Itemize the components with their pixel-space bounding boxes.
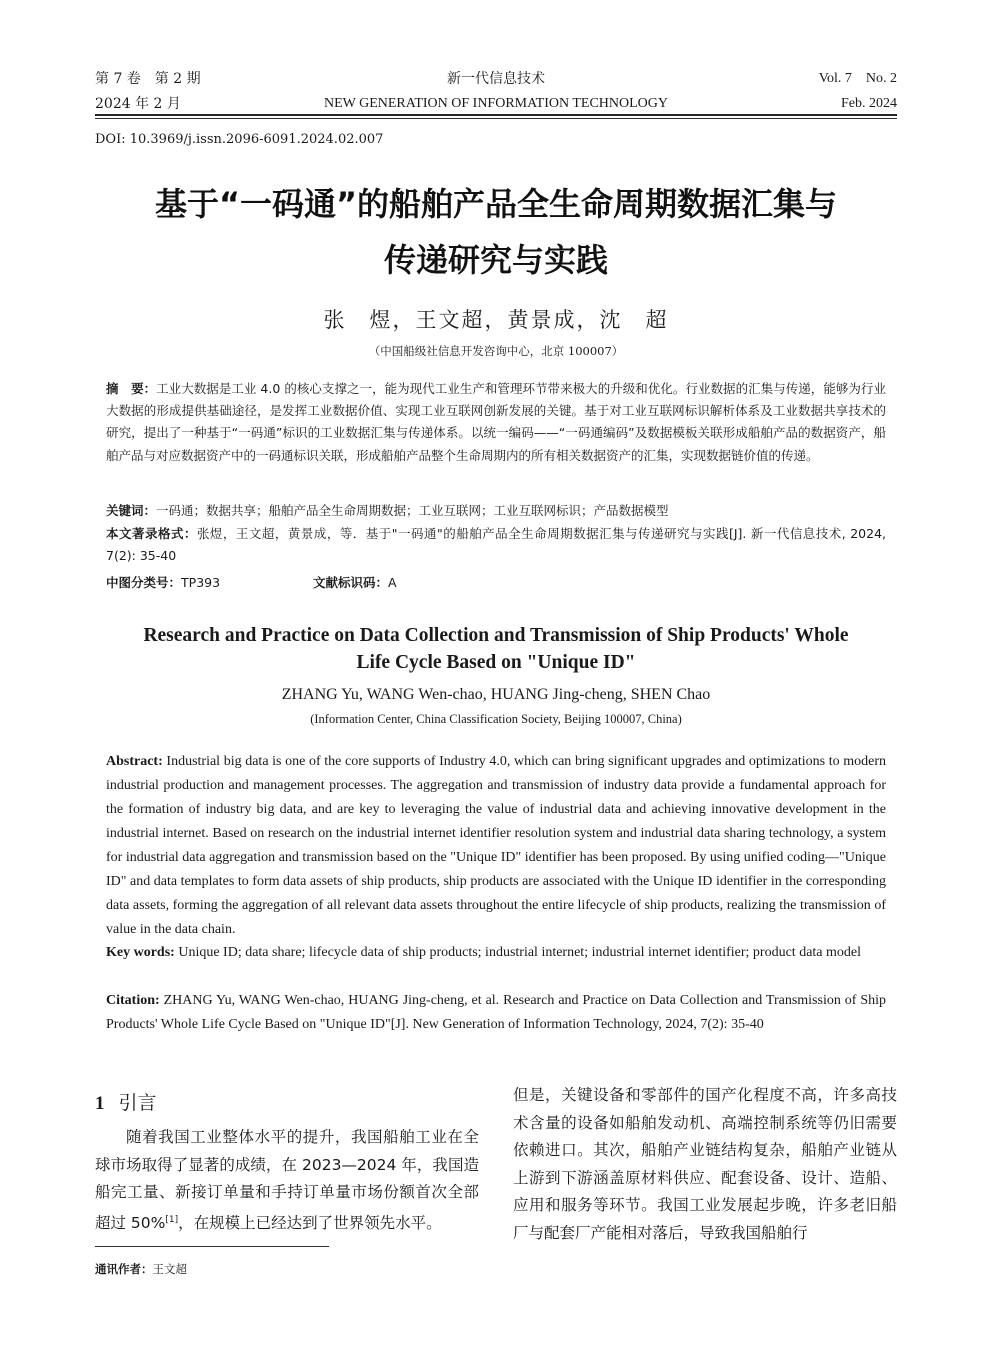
clc-number [106,572,220,594]
abstract-cn [106,378,886,467]
body-column-left [95,1124,479,1238]
body-left-text-b: ，在规模上已经达到了世界领先水平。 [178,1213,442,1232]
keywords-en-label: Key words: [106,945,175,960]
citation-cn-text: 张煜，王文超，黄景成，等．基于"一码通"的船舶产品全生命周期数据汇集与传递研究与实践[J]. 新一代信息技术, 2024, 7(2): 35-40 [106,526,886,564]
article-title-en [90,622,902,676]
doc-code-value: A [388,575,397,590]
corresponding-author-note [95,1261,187,1277]
citation-cn [106,523,886,567]
affiliation-cn: （中国船级社信息开发咨询中心，北京 100007） [368,344,624,358]
keywords-cn-text: 一码通；数据共享；船舶产品全生命周期数据；工业互联网；工业互联网标识；产品数据模型 [156,503,669,518]
header-date-en: Feb. 2024 [841,96,897,111]
title-cn-line-1: 基于“一码通”的船舶产品全生命周期数据汇集与 [154,185,838,223]
title-en-line-1: Research and Practice on Data Collection and Transmission of Ship Products' Whole [143,625,849,646]
footnote-rule [95,1246,329,1247]
title-en-line-2: Life Cycle Based on "Unique ID" [356,652,636,673]
section-title: 引言 [118,1092,157,1114]
affiliation-en: (Information Center, China Classification Society, Beijing 100007, China) [310,712,682,726]
header-journal-cn: 新一代信息技术 [447,71,545,87]
clc-label: 中图分类号： [106,575,182,590]
citation-en [106,989,886,1037]
authors-en: ZHANG Yu, WANG Wen-chao, HUANG Jing-cheng, SHEN Chao [281,686,711,703]
section-number: 1 [95,1093,105,1114]
citation-ref: [1] [165,1214,179,1225]
header-date-cn: 2024 年 2 月 [95,96,181,112]
header-rule-thin [95,118,897,119]
keywords-cn [106,500,886,522]
doi: DOI: 10.3969/j.issn.2096-6091.2024.02.007 [95,132,384,147]
document-code [313,572,397,594]
doc-code-label: 文献标识码： [313,575,389,590]
body-column-right: 但是，关键设备和零部件的国产化程度不高，许多高技术含量的设备如船舶发动机、高端控制系统等仍旧需要依赖进口。其次，船舶产业链结构复杂，船舶产业链从上游到下游涵盖原材料供应、配套设备、设计、造船、应用和服务等环节。我国工业发展起步晚，许多老旧船厂与配套厂产能相对落后，导致我国船舶行 [513,1086,897,1242]
abstract-en-text: Industrial big data is one of the core supports of Industry 4.0, which can bring significant upgrades and optimizations to modern industrial production and management processes. The aggregation and transmission of industry data provide a fundamental approach for the formation of industry big data, and are key to leveraging the value of industrial data and achieving innovative development in the industrial internet. Based on research on the industrial internet identifier resolution system and industrial data sharing technology, a system for industrial data aggregation and transmission based on the "Unique ID" identifier has been proposed. By using unified coding—"Unique ID" and data templates to form data assets of ship products, ship products are associated with the Unique ID identifier in the corresponding data assets, forming the aggregation of all relevant data assets throughout the entire lifecycle of ship products, realizing the transmission of value in the data chain. [106,754,887,937]
header-volume-issue-en: Vol. 7 No. 2 [818,71,897,86]
footnote-label: 通讯作者： [95,1262,153,1276]
title-cn-line-2: 传递研究与实践 [383,241,608,279]
footnote-value: 王文超 [152,1262,187,1276]
keywords-cn-label: 关键词： [106,503,157,518]
abstract-en [106,750,886,942]
header-journal-en: NEW GENERATION OF INFORMATION TECHNOLOGY [323,96,669,111]
authors-cn: 张 煜，王文超，黄景成，沈 超 [323,308,669,332]
citation-en-text: ZHANG Yu, WANG Wen-chao, HUANG Jing-cheng, et al. Research and Practice on Data Collection and Transmission of Ship Products' Whole Life Cycle Based on "Unique ID"[J]. New Generation of Information Technology, 2024, 7(2): 35-40 [106,993,887,1032]
abstract-cn-text: 工业大数据是工业 4.0 的核心支撑之一，能为现代工业生产和管理环节带来极大的升级和优化。行业数据的汇集与传递，能够为行业大数据的形成提供基础途径，是发挥工业数据价值、实现工业互联网创新发展的关键。基于对工业互联网标识解析体系及工业数据共享技术的研究，提出了一种基于“一码通”标识的工业数据汇集与传递体系。以统一编码——“一码通编码”及数据模板关联形成船舶产品的数据资产，船舶产品与对应数据资产中的一码通标识关联，形成船舶产品整个生命周期内的所有相关数据资产的汇集，实现数据链价值的传递。 [106,381,886,463]
abstract-en-label: Abstract: [106,754,163,769]
clc-value: TP393 [181,575,221,590]
article-title-cn [60,176,932,288]
citation-en-label: Citation: [106,993,160,1008]
body-left-text-a: 随着我国工业整体水平的提升，我国船舶工业在全球市场取得了显著的成绩，在 2023—2024 年，我国造船完工量、新接订单量和手持订单量市场份额首次全部超过 50% [95,1128,479,1232]
keywords-en [106,941,886,965]
citation-cn-label: 本文著录格式： [106,526,197,541]
abstract-cn-label: 摘 要： [106,381,157,396]
header-rule [95,114,897,116]
section-heading [95,1088,157,1115]
header-volume-issue-cn: 第 7 卷 第 2 期 [95,71,201,87]
keywords-en-text: Unique ID; data share; lifecycle data of ship products; industrial internet; industrial internet identifier; product data model [178,945,862,960]
